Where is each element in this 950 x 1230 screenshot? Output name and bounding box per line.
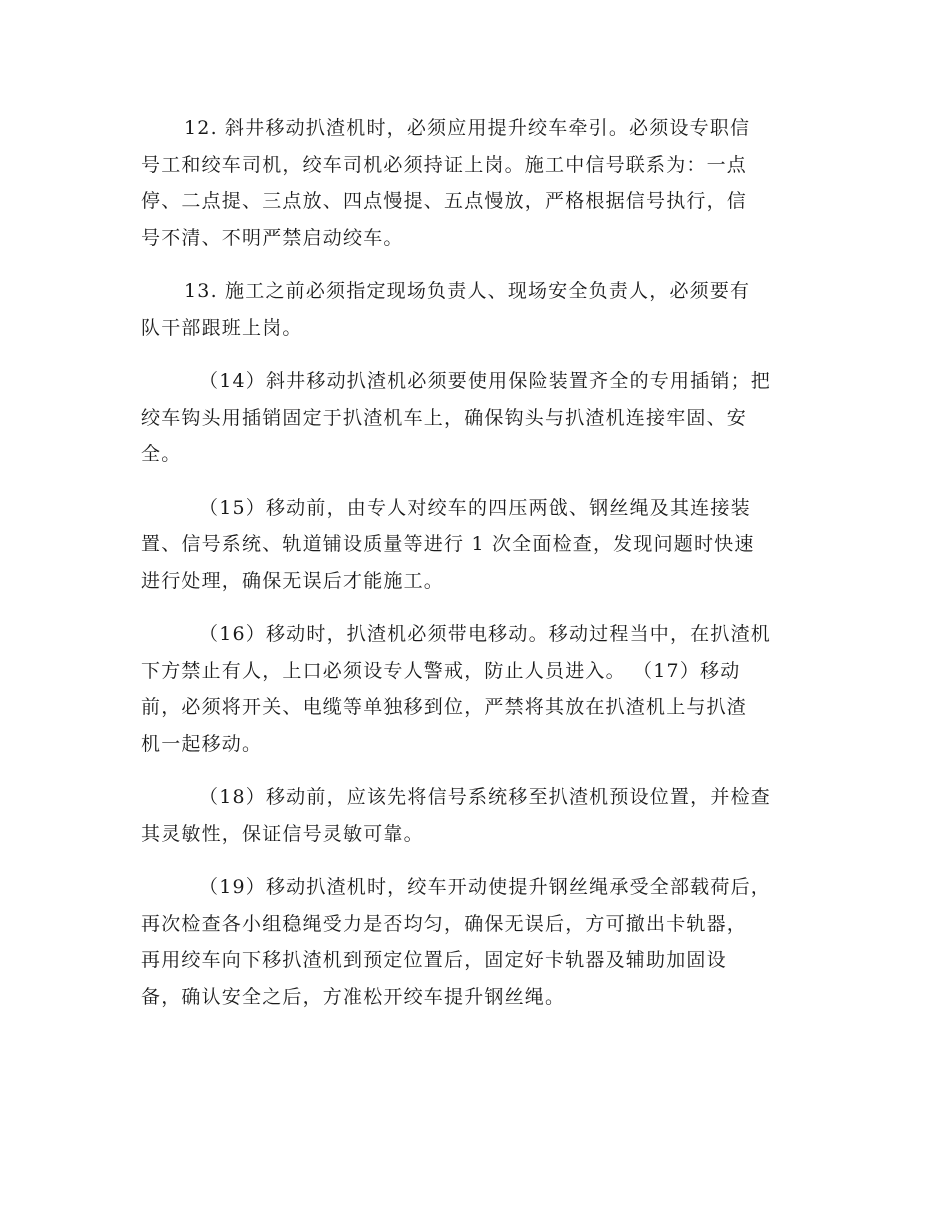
paragraph-16-17 xyxy=(141,616,813,762)
text-line: 备，确认安全之后，方准松开绞车提升钢丝绳。 xyxy=(141,985,566,1008)
text-line: 队干部跟班上岗。 xyxy=(141,316,303,339)
text-line: （14）斜井移动扒渣机必须要使用保险装置齐全的专用插销；把 xyxy=(199,370,771,392)
text-line: 12. 斜井移动扒渣机时，必须应用提升绞车牵引。必须设专职信 xyxy=(184,117,751,139)
text-line: 机一起移动。 xyxy=(141,732,263,755)
text-line: 置、信号系统、轨道铺设质量等进行 1 次全面检查，发现问题时快速 xyxy=(141,533,755,555)
paragraph-19 xyxy=(141,869,813,1015)
text-line: 绞车钩头用插销固定于扒渣机车上，确保钩头与扒渣机连接牢固、安 xyxy=(141,406,748,429)
text-line: 其灵敏性，保证信号灵敏可靠。 xyxy=(141,822,424,845)
text-line: 停、二点提、三点放、四点慢提、五点慢放，严格根据信号执行，信 xyxy=(141,190,748,212)
text-line: （18）移动前，应该先将信号系统移至扒渣机预设位置，并检查 xyxy=(199,786,771,808)
text-line: 前，必须将开关、电缆等单独移到位，严禁将其放在扒渣机上与扒渣 xyxy=(141,696,748,718)
text-line: 号不清、不明严禁启动绞车。 xyxy=(141,226,404,249)
text-line: （15）移动前，由专人对绞车的四压两戗、钢丝绳及其连接装 xyxy=(199,496,751,519)
paragraph-13 xyxy=(141,273,813,346)
paragraph-15 xyxy=(141,490,813,600)
text-line: 13. 施工之前必须指定现场负责人、现场安全负责人，必须要有 xyxy=(184,280,751,302)
document-body xyxy=(141,110,813,1032)
text-line: 再用绞车向下移扒渣机到预定位置后，固定好卡轨器及辅助加固设 xyxy=(141,949,727,971)
paragraph-14 xyxy=(141,363,813,473)
text-line: 下方禁止有人，上口必须设专人警戒，防止人员进入。 （17）移动 xyxy=(141,659,741,682)
text-line: 号工和绞车司机，绞车司机必须持证上岗。施工中信号联系为：一点 xyxy=(141,153,748,176)
text-line: 全。 xyxy=(141,443,182,465)
text-line: （16）移动时，扒渣机必须带电移动。移动过程当中，在扒渣机 xyxy=(199,623,771,645)
text-line: （19）移动扒渣机时，绞车开动使提升钢丝绳承受全部载荷后， xyxy=(199,876,771,898)
paragraph-18 xyxy=(141,779,813,852)
text-line: 进行处理，确保无误后才能施工。 xyxy=(141,569,445,592)
paragraph-12 xyxy=(141,110,813,256)
text-line: 再次检查各小组稳绳受力是否均匀，确保无误后，方可撤出卡轨器， xyxy=(141,912,748,935)
